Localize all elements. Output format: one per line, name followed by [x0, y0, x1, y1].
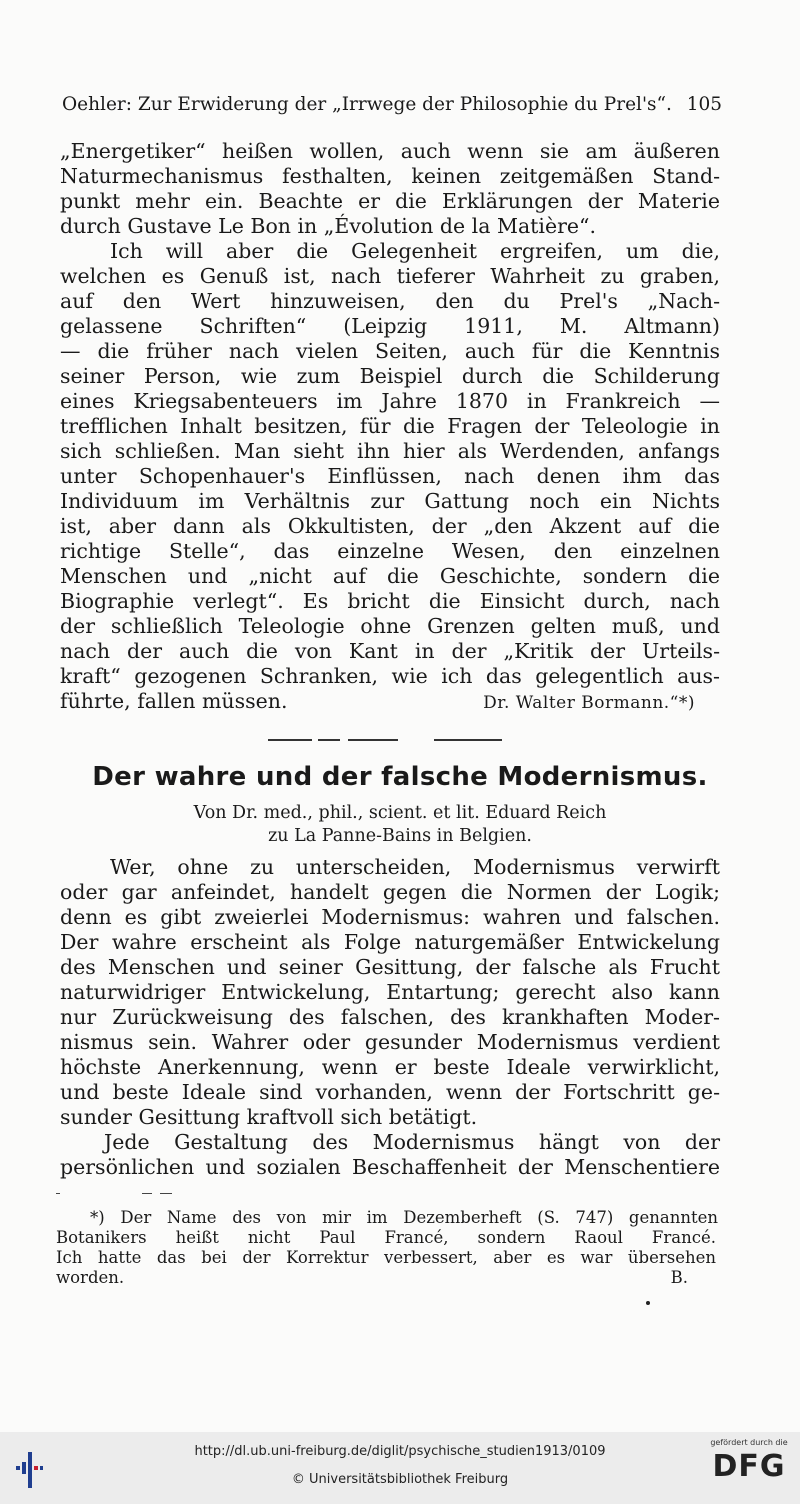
text-line: kraft“ gezogenen Schranken, wie ich das gelegentlich aus- — [60, 664, 720, 688]
text-line: oder gar anfeindet, handelt gegen die Normen der Logik; — [60, 880, 720, 904]
text-line: ist, aber dann als Okkultisten, der „den Akzent auf die — [60, 514, 720, 538]
text-line: Individuum im Verhältnis zur Gattung noch ein Nichts — [60, 489, 720, 513]
text-line: trefflichen Inhalt besitzen, für die Fragen der Teleologie in — [60, 414, 720, 438]
text-line: naturwidriger Entwickelung, Entartung; gerecht also kann — [60, 980, 720, 1004]
text-line: auf den Wert hinzuweisen, den du Prel's „Nach- — [60, 289, 720, 313]
footnote-initial: B. — [670, 1268, 688, 1287]
text-line: punkt mehr ein. Beachte er die Erklärungen der Materie — [60, 189, 720, 213]
text-line: nur Zurückweisung des falschen, des krankhaften Moder- — [60, 1005, 720, 1029]
text-line: „Energetiker“ heißen wollen, auch wenn sie am äußeren — [60, 139, 720, 163]
footnote-rule — [56, 1193, 60, 1194]
page-number: 105 — [686, 94, 722, 115]
text-line: Wer, ohne zu unterscheiden, Modernismus verwirft — [110, 855, 720, 879]
text-line: unter Schopenhauer's Einflüssen, nach denen ihm das — [60, 464, 720, 488]
text-line: und beste Ideale sind vorhanden, wenn der Fortschritt ge- — [60, 1080, 720, 1104]
text-line: höchste Anerkennung, wenn er beste Ideale verwirklicht, — [60, 1055, 720, 1079]
dfg-logo — [706, 1438, 792, 1500]
copyright-notice: © Universitätsbibliothek Freiburg — [291, 1472, 509, 1487]
text-line: Der wahre erscheint als Folge naturgemäßer Entwickelung — [60, 930, 720, 954]
text-line: Biographie verlegt“. Es bricht die Einsicht durch, nach — [60, 589, 720, 613]
text-line: persönlichen und sozialen Beschaffenheit der Menschentiere — [60, 1155, 720, 1179]
text-line: gelassene Schriften“ (Leipzig 1911, M. Altmann) — [60, 314, 720, 338]
text-line: der schließlich Teleologie ohne Grenzen gelten muß, und — [60, 614, 720, 638]
separator-rule — [434, 739, 502, 741]
text-line: sunder Gesittung kraftvoll sich betätigt. — [60, 1105, 478, 1129]
text-line: durch Gustave Le Bon in „Évolution de la Matière“. — [60, 214, 597, 238]
footnote-rule — [160, 1193, 172, 1194]
text-line: Jede Gestaltung des Modernismus hängt von der — [104, 1130, 720, 1154]
text-line: sich schließen. Man sieht ihn hier als Werdenden, anfangs — [60, 439, 720, 463]
text-line: — die früher nach vielen Seiten, auch für die Kenntnis — [60, 339, 720, 363]
text-line: nismus sein. Wahrer oder gesunder Modernismus verdient — [60, 1030, 720, 1054]
running-title: Oehler: Zur Erwiderung der „Irrwege der Philosophie du Prel's“. — [62, 94, 672, 115]
footnote-line: Ich hatte das bei der Korrektur verbessert, aber es war übersehen — [56, 1248, 716, 1267]
separator-rule — [318, 739, 340, 741]
print-speck — [646, 1301, 650, 1305]
text-line: führte, fallen müssen. — [60, 689, 288, 713]
footnote-line — [56, 1268, 716, 1288]
article-location: zu La Panne-Bains in Belgien. — [268, 826, 532, 846]
footnote-last-text: worden. — [56, 1268, 125, 1287]
text-line: Menschen und „nicht auf die Geschichte, sondern die — [60, 564, 720, 588]
footnote-line: *) Der Name des von mir im Dezemberheft (S. 747) genannten — [90, 1208, 718, 1227]
text-line: denn es gibt zweierlei Modernismus: wahren und falschen. — [60, 905, 720, 929]
footnote-line: Botanikers heißt nicht Paul Francé, sondern Raoul Francé. — [56, 1228, 716, 1247]
dfg-wordmark: DFG — [712, 1449, 786, 1484]
running-header — [62, 94, 722, 115]
permalink-url[interactable]: http://dl.ub.uni-freiburg.de/diglit/psychische_studien1913/0109 — [194, 1444, 606, 1459]
dfg-funding-caption: gefördert durch die — [710, 1438, 788, 1447]
text-line: richtige Stelle“, das einzelne Wesen, den einzelnen — [60, 539, 720, 563]
footnote-rule — [142, 1193, 152, 1194]
text-line: Ich will aber die Gelegenheit ergreifen, um die, — [110, 239, 720, 263]
viewer-footer — [0, 1432, 800, 1504]
text-line: seiner Person, wie zum Beispiel durch die Schilderung — [60, 364, 720, 388]
text-line: welchen es Genuß ist, nach tieferer Wahrheit zu graben, — [60, 264, 720, 288]
article-title: Der wahre und der falsche Modernismus. — [92, 762, 708, 792]
separator-rule — [268, 739, 312, 741]
signature: Dr. Walter Bormann.“*) — [483, 693, 695, 713]
separator-rule — [348, 739, 398, 741]
text-line: des Menschen und seiner Gesittung, der falsche als Frucht — [60, 955, 720, 979]
text-line: Naturmechanismus festhalten, keinen zeitgemäßen Stand- — [60, 164, 720, 188]
text-line: nach der auch die von Kant in der „Kritik der Urteils- — [60, 639, 720, 663]
text-line: eines Kriegsabenteuers im Jahre 1870 in Frankreich — — [60, 389, 720, 413]
article-byline: Von Dr. med., phil., scient. et lit. Eduard Reich — [193, 803, 607, 823]
